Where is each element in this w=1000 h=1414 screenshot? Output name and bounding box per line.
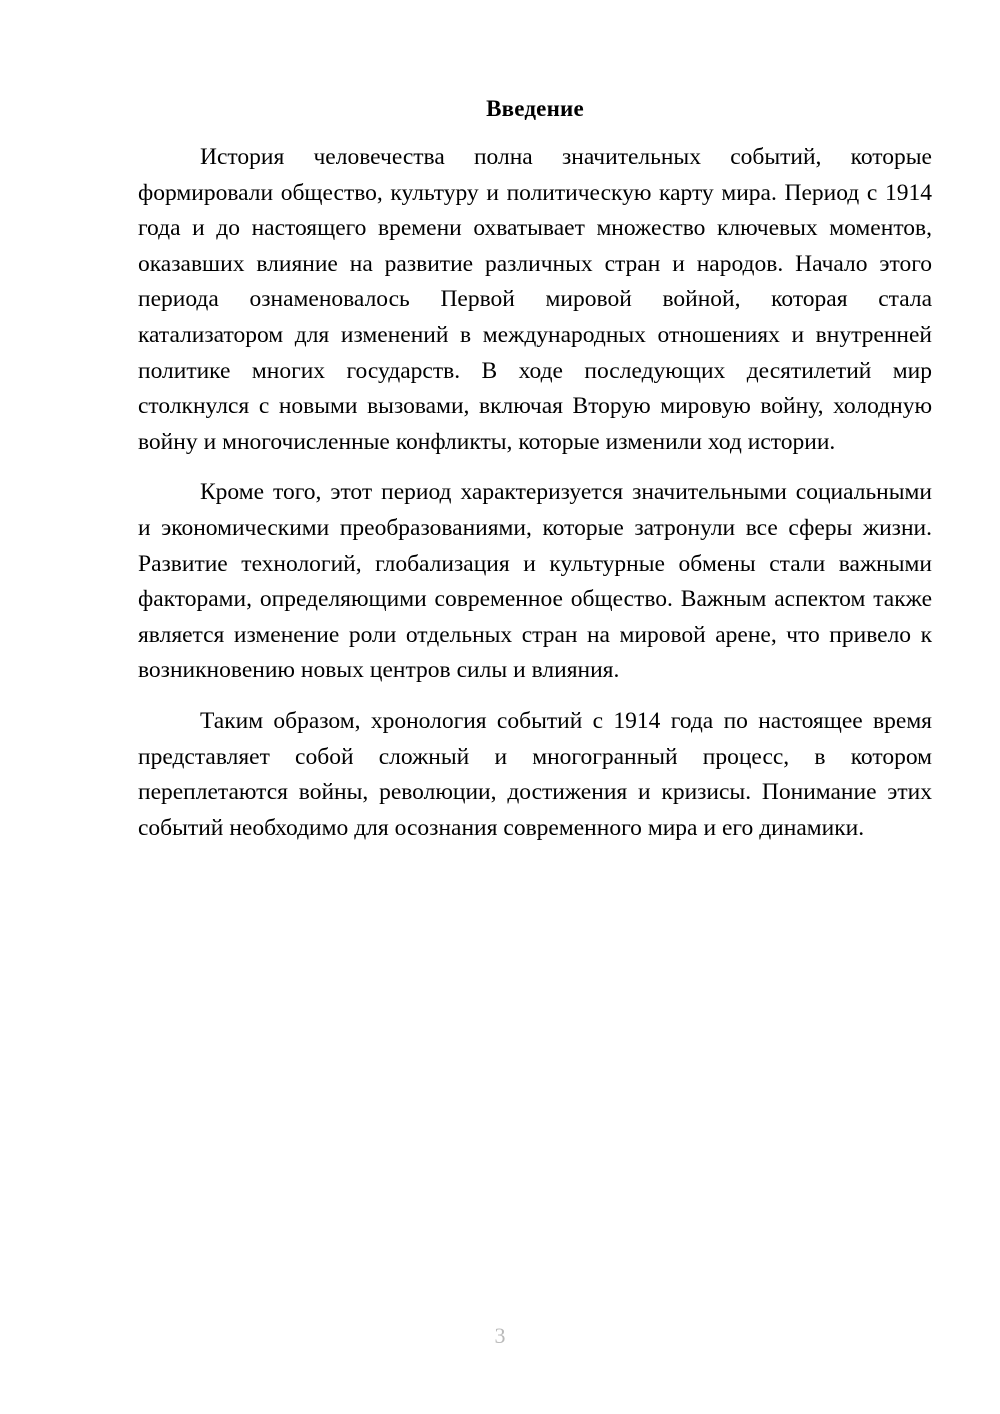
page-number-footer: 3 bbox=[494, 1323, 506, 1348]
page-content bbox=[138, 92, 932, 846]
body-paragraph: Кроме того, этот период характеризуется значительными социальными и экономическими преобразованиями, которые затронули все сферы жизни. Развитие технологий, глобализация и культурные обмены стали важными факторами, определяющими современное общество. Важным аспектом также является изменение роли отдельных стран на мировой арене, что привело к возникновению новых центров силы и влияния. bbox=[138, 479, 932, 684]
body-paragraph: История человечества полна значительных событий, которые формировали общество, культуру и политическую карту мира. Период с 1914 года и до настоящего времени охватывает множество ключевых моментов, оказавших влияние на развитие различных стран и народов. Начало этого периода ознаменовалось Первой мировой войной, которая стала катализатором для изменений в международных отношениях и внутренней политике многих государств. В ходе последующих десятилетий мир столкнулся с новыми вызовами, включая Вторую мировую войну, холодную войну и многочисленные конфликты, которые изменили ход истории. bbox=[138, 144, 932, 455]
section-heading-introduction: Введение bbox=[486, 96, 584, 121]
body-paragraph: Таким образом, хронология событий с 1914 года по настоящее время представляет собой сложный и многогранный процесс, в котором переплетаются войны, революции, достижения и кризисы. Понимание этих событий необходимо для осознания современного мира и его динамики. bbox=[138, 707, 932, 841]
